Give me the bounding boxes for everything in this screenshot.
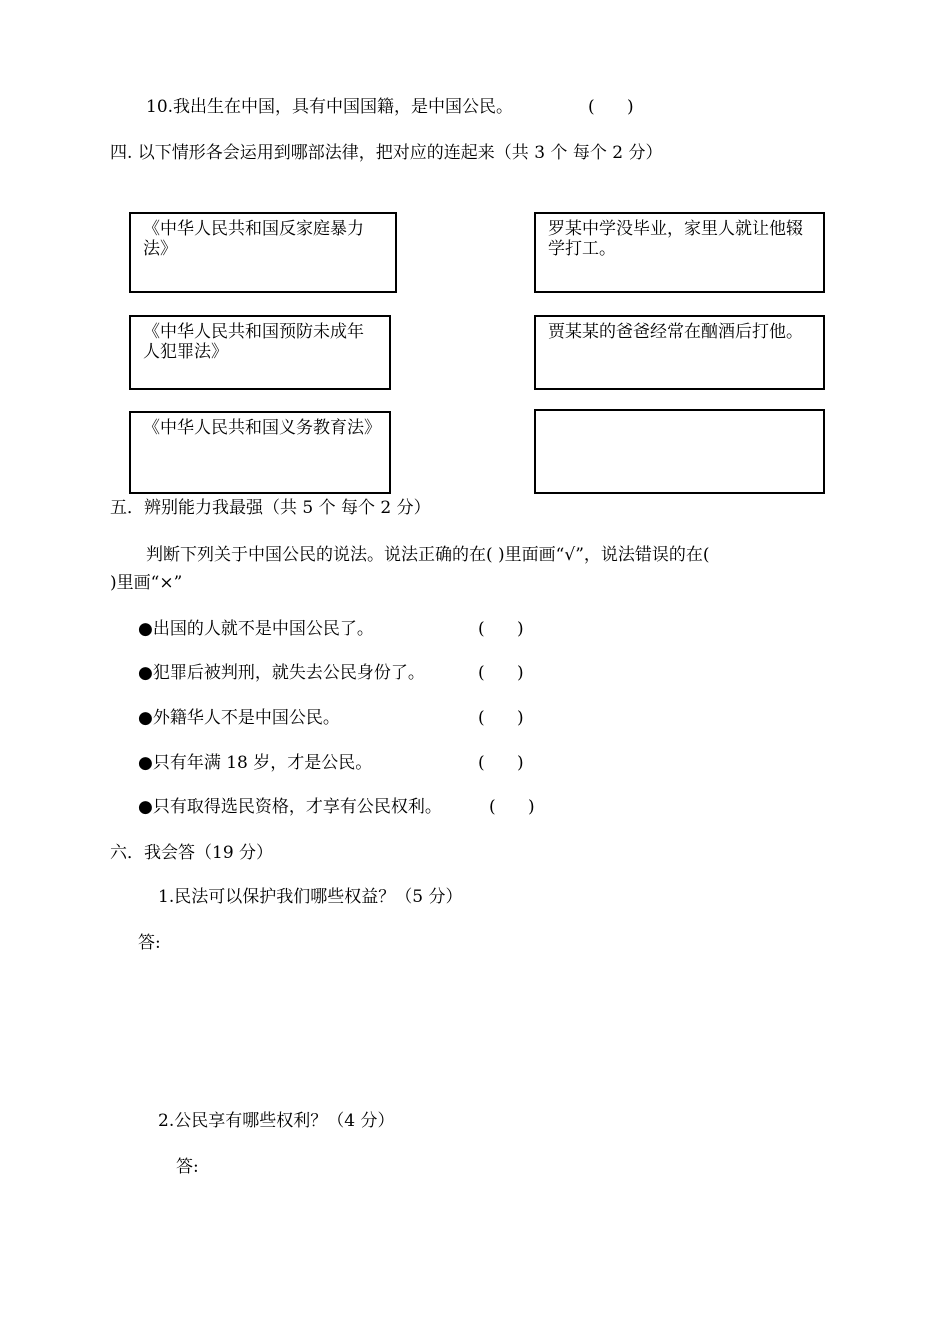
law-box-domestic-violence[interactable]: 《中华人民共和国反家庭暴力法》 bbox=[129, 212, 397, 293]
judgment-item: ●外籍华人不是中国公民。 bbox=[138, 708, 340, 728]
question-2: 2.公民享有哪些权利？（4 分） bbox=[158, 1111, 395, 1131]
question-2-answer-label[interactable]: 答: bbox=[176, 1157, 199, 1177]
section-5-heading: 五．辨别能力我最强（共 5 个 每个 2 分） bbox=[110, 498, 431, 518]
law-box-juvenile-crime[interactable]: 《中华人民共和国预防未成年人犯罪法》 bbox=[129, 315, 391, 390]
item-10-answer-paren[interactable]: ( ) bbox=[588, 97, 634, 117]
judgment-item: ●只有取得选民资格，才享有公民权利。 bbox=[138, 797, 442, 817]
judgment-answer-paren[interactable]: ( ) bbox=[478, 708, 524, 728]
judgment-answer-paren[interactable]: ( ) bbox=[478, 663, 524, 683]
judgment-answer-paren[interactable]: ( ) bbox=[489, 797, 535, 817]
judgment-item: ●出国的人就不是中国公民了。 bbox=[138, 619, 374, 639]
judgment-item: ●只有年满 18 岁，才是公民。 bbox=[138, 753, 373, 773]
section-5-instruction-line1: 判断下列关于中国公民的说法。说法正确的在( )里面画“√”，说法错误的在( bbox=[146, 545, 710, 565]
section-5-instruction-line2: )里画“×” bbox=[110, 573, 183, 593]
situation-box-drunk-father[interactable]: 贾某某的爸爸经常在酗酒后打他。 bbox=[534, 315, 825, 390]
law-box-compulsory-education[interactable]: 《中华人民共和国义务教育法》 bbox=[129, 411, 391, 494]
judgment-answer-paren[interactable]: ( ) bbox=[478, 619, 524, 639]
item-10-text: 10.我出生在中国，具有中国国籍，是中国公民。 bbox=[146, 97, 514, 117]
section-6-heading: 六．我会答（19 分） bbox=[110, 843, 274, 863]
situation-box-dropout[interactable]: 罗某中学没毕业，家里人就让他辍学打工。 bbox=[534, 212, 825, 293]
question-1-answer-label[interactable]: 答: bbox=[138, 933, 161, 953]
section-4-heading: 四. 以下情形各会运用到哪部法律，把对应的连起来（共 3 个 每个 2 分） bbox=[110, 143, 663, 163]
judgment-answer-paren[interactable]: ( ) bbox=[478, 753, 524, 773]
situation-box-empty[interactable] bbox=[534, 409, 825, 494]
judgment-item: ●犯罪后被判刑，就失去公民身份了。 bbox=[138, 663, 425, 683]
question-1: 1.民法可以保护我们哪些权益？（5 分） bbox=[158, 887, 463, 907]
